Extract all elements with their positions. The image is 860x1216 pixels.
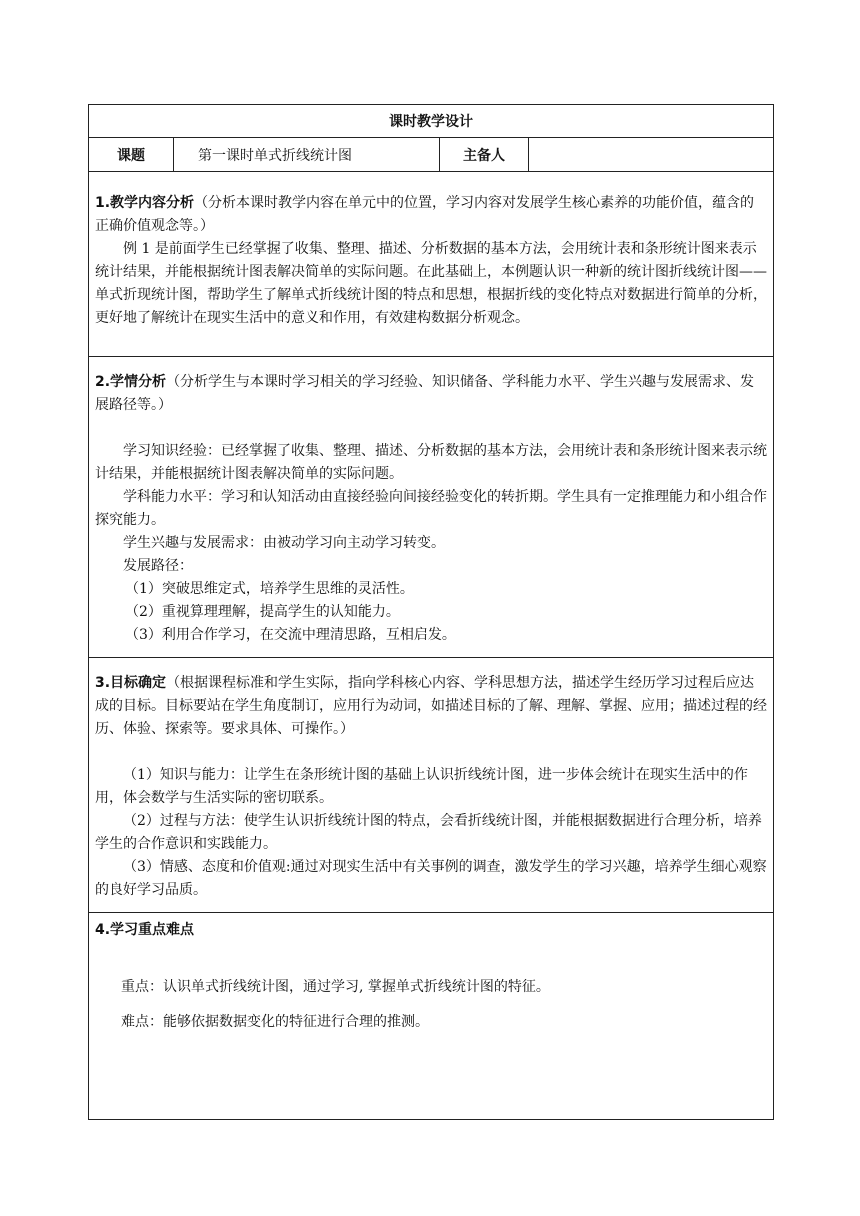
topic-value: 第一课时单式折线统计图 bbox=[174, 138, 440, 172]
section1-heading: 1.教学内容分析 bbox=[95, 195, 195, 211]
section-key-points bbox=[89, 913, 774, 1120]
section4-heading: 4.学习重点难点 bbox=[95, 922, 195, 938]
section2-p4: 发展路径： bbox=[123, 558, 193, 574]
section3-heading: 3.目标确定 bbox=[95, 675, 167, 691]
section-goals bbox=[89, 658, 774, 913]
section2-item: （2）重视算理理解，提高学生的认知能力。 bbox=[125, 604, 400, 620]
table-title: 课时教学设计 bbox=[89, 105, 774, 138]
section2-p2: 学科能力水平：学习和认知活动由直接经验向间接经验变化的转折期。学生具有一定推理能力和小组合作探究能力。 bbox=[95, 489, 767, 528]
section3-goal-1: （1）知识与能力：让学生在条形统计图的基础上认识折线统计图，进一步体会统计在现实生活中的作用，体会数学与生活实际的密切联系。 bbox=[95, 767, 748, 806]
section1-body: 例 1 是前面学生已经掌握了收集、整理、描述、分析数据的基本方法，会用统计表和条形统计图来表示统计结果，并能根据统计图表解决简单的实际问题。在此基础上，本例题认识一种新的统计图折线统计图——单式折现统计图，帮助学生了解单式折线统计图的特点和思想，根据折线的变化特点对数据进行简单的分析，更好地了解统计在现实生活中的意义和作用，有效建构数据分析观念。 bbox=[95, 241, 767, 326]
preparer-label: 主备人 bbox=[440, 138, 529, 172]
section-content-analysis bbox=[89, 172, 774, 357]
section3-goal-3: （3）情感、态度和价值观:通过对现实生活中有关事例的调查，激发学生的学习兴趣，培养学生细心观察的良好学习品质。 bbox=[95, 859, 767, 898]
section3-goal-2: （2）过程与方法：使学生认识折线统计图的特点，会看折线统计图，并能根据数据进行合理分析，培养学生的合作意识和实践能力。 bbox=[95, 813, 762, 852]
section2-heading: 2.学情分析 bbox=[95, 374, 167, 390]
section3-note: （根据课程标准和学生实际，指向学科核心内容、学科思想方法，描述学生经历学习过程后应达成的目标。目标要站在学生角度制订，应用行为动词，如描述目标的了解、理解、掌握、应用；描述过程的经历、体验、探索等。要求具体、可操作。） bbox=[95, 675, 767, 737]
lesson-design-table bbox=[88, 104, 774, 1120]
section4-difficulty: 难点：能够依据数据变化的特征进行合理的推测。 bbox=[121, 1014, 429, 1030]
section2-note: （分析学生与本课时学习相关的学习经验、知识储备、学科能力水平、学生兴趣与发展需求、发展路径等。） bbox=[95, 374, 755, 413]
section2-p3: 学生兴趣与发展需求：由被动学习向主动学习转变。 bbox=[123, 535, 445, 551]
section-student-analysis bbox=[89, 357, 774, 658]
section1-note: （分析本课时教学内容在单元中的位置，学习内容对发展学生核心素养的功能价值，蕴含的正确价值观念等。） bbox=[95, 195, 755, 234]
section4-key-point: 重点：认识单式折线统计图，通过学习, 掌握单式折线统计图的特征。 bbox=[121, 979, 550, 995]
section2-item: （1）突破思维定式，培养学生思维的灵活性。 bbox=[125, 581, 414, 597]
topic-label: 课题 bbox=[89, 138, 174, 172]
section2-item: （3）利用合作学习，在交流中理清思路，互相启发。 bbox=[125, 627, 456, 643]
section2-p1: 学习知识经验：已经掌握了收集、整理、描述、分析数据的基本方法，会用统计表和条形统计图来表示统计结果，并能根据统计图表解决简单的实际问题。 bbox=[95, 443, 767, 482]
preparer-value bbox=[529, 138, 774, 172]
